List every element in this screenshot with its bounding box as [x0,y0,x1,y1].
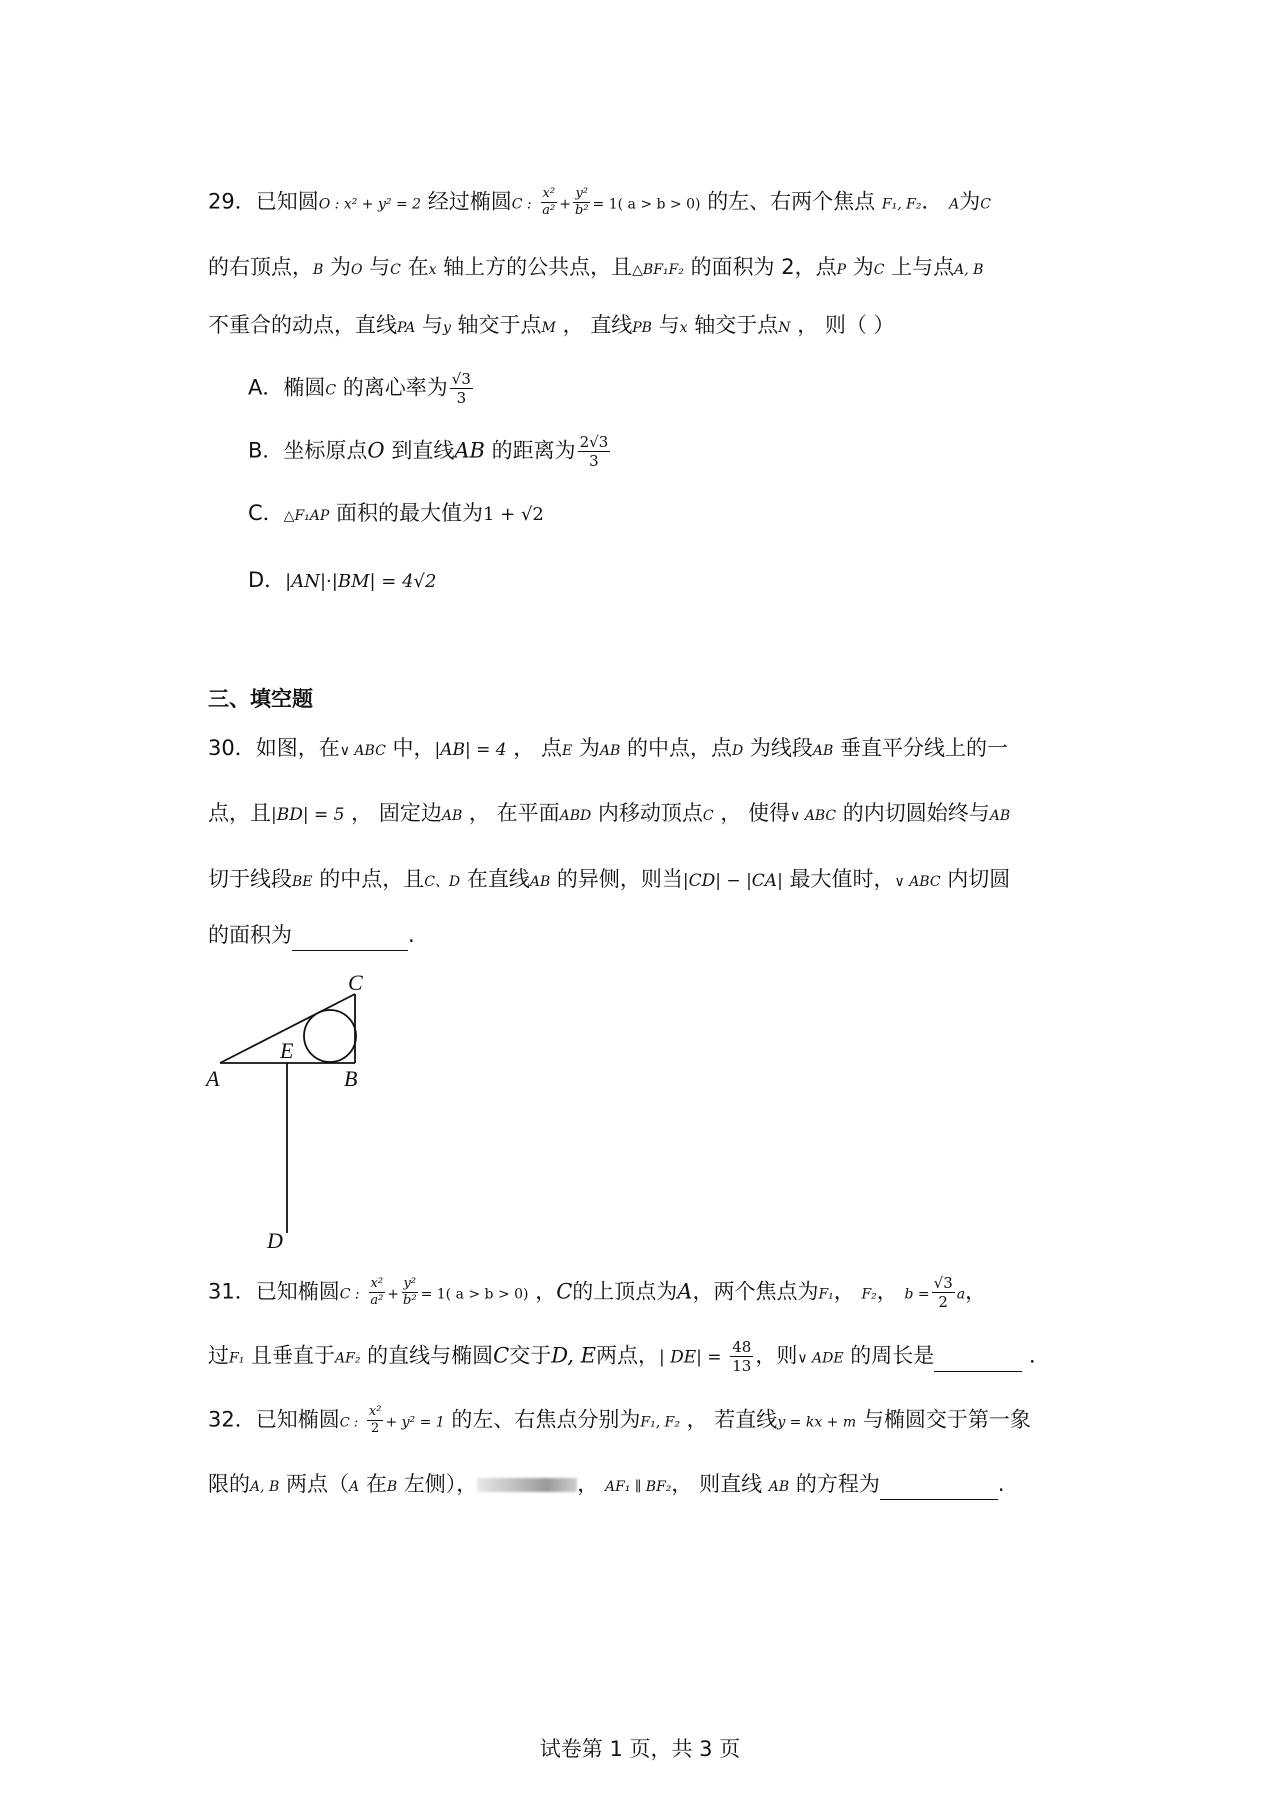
q31-text: 过 [208,1343,229,1368]
math-value: 1 + √2 [482,504,544,525]
math-DE: D, E [551,1343,596,1368]
math-P: P [836,262,847,278]
math-N: N [778,320,791,336]
q29-text: 轴上方的公共点，且 [443,255,633,279]
math-x: x [428,262,437,278]
q32-text: 两点（ [286,1472,349,1496]
math-ellipse-rhs: = 1( a > b > 0) [420,1286,529,1303]
math-triangle: △F₁AP [283,508,330,524]
math-x: x [679,320,688,336]
frac-distance: $\frac{2√3}{3}$ [579,433,609,470]
q29-line-3 [208,310,895,343]
math-AB: AB [529,874,551,890]
q32-text: 限的 [208,1472,250,1496]
q30-text: ， 固定边 [351,801,442,825]
label-D: D [267,1228,283,1253]
math-AB: A, B [250,1479,280,1495]
math-C: C [556,1279,573,1304]
math-AB: AB [441,808,463,824]
q30-text: 点，且 [208,801,271,825]
math-y: y [442,320,451,336]
q31-text: 31．已知椭圆 [208,1279,340,1304]
math-ellipse-rhs: + y² = 1 [385,1414,445,1431]
option-label: A．椭圆 [248,375,326,400]
q29-text: 的右顶点， [208,255,313,279]
math-CD: C、D [424,874,461,890]
q29-text: 为 [329,255,351,279]
math-circle-eq: O : x² + y² = 2 [318,196,422,213]
math-A: A [349,1479,360,1495]
math-triangle: ∨ ABC [339,743,386,759]
math-PB: PB [632,320,652,336]
q29-line-1: 29．已知圆O : x² + y² = 2 经过椭圆C : $\frac{\text{x²}}{\text{a²}}$ + $\frac{\text{y²}}{\text{b²}}$ = 1( a > b > 0) 的左、右两个焦点 F₁, F₂． A为C [208,186,991,218]
math-D: D [731,743,744,759]
label-E: E [280,1038,294,1063]
q30-line-3 [208,864,1010,897]
math-AB: AB [812,743,834,759]
math-AB: AB [768,1479,790,1495]
math-C: C [390,262,401,278]
option-label: B．坐标原点 [248,438,368,463]
q29-text: ， 直线 [562,313,633,337]
math-b-eq: b = [904,1286,930,1303]
q29-text: 的面积为 2，点 [690,255,837,279]
math-AB: AB [989,808,1011,824]
q32-line-1 [208,1404,1031,1439]
q30-text: 中， [392,736,435,760]
q31-line-2 [208,1338,1050,1375]
section-heading: 三、填空题 [208,687,313,711]
q30-text: ， 点 [513,736,562,760]
frac-x: $\frac{\text{x²}}{2}$ [368,1404,382,1436]
q29-text: 与 [658,313,680,337]
math-C: C [980,196,991,213]
frac-y: $\frac{\text{y²}}{\text{b²}}$ [403,1276,417,1308]
frac-y: $\frac{\text{y²}}{\text{b²}}$ [575,186,589,218]
q30-line-1 [208,733,1008,766]
math-AB-eq: |AB| = 4 [434,740,507,760]
answer-blank[interactable] [292,920,408,951]
math-expression: |CD| − |CA| [682,871,783,891]
q29-text: 的左、右两个焦点 [707,189,876,214]
q31-text: 且垂直于 [251,1343,336,1368]
math-AB: AB [599,743,621,759]
q29-option-b[interactable] [248,433,612,470]
q29-text: 上与点 [891,255,955,279]
q32-text: . [997,1472,1005,1496]
option-label: D． [248,568,286,592]
label-C: C [348,970,363,995]
q30-text: ， 使得 [720,801,791,825]
q31-text: ，则 [755,1343,798,1368]
q32-text: ， 若直线 [686,1407,778,1432]
q29-text: 与 [369,255,391,279]
q29-text: 经过椭圆 [427,189,512,214]
math-C: C [325,382,337,399]
math-foci: F₁, F₂ [640,1414,680,1431]
q29-line-2 [208,252,983,285]
math-AB: AB [454,438,485,463]
option-label: C． [248,501,284,525]
q31-text: ． [1028,1343,1050,1368]
q31-text: 交于 [509,1343,552,1368]
q29-text: 与 [421,313,443,337]
q30-text: 内移动顶点 [597,801,703,825]
q30-text: 的面积为 [208,923,292,947]
q31-text: ， [535,1279,557,1304]
q31-text: ， [876,1279,898,1304]
q29-text: 不重合的动点，直线 [208,313,397,337]
math-BE: BE [292,874,313,890]
q29-text: 为 [959,189,981,214]
q30-line-4 [208,920,415,951]
q30-text: 在直线 [466,867,530,891]
math-F1: F₁ [229,1350,245,1367]
triangle-figure [200,958,390,1254]
q30-text: 30．如图，在 [208,736,340,760]
q29-text: 轴交于点 [457,313,542,337]
math-F1: F₁ [818,1286,834,1303]
q30-text: ， 在平面 [468,801,560,825]
option-text: 到直线 [391,438,455,463]
math-O: O [367,438,385,463]
q30-text: 的中点，点 [626,736,732,760]
frac-x: $\frac{\text{x²}}{\text{a²}}$ [370,1276,384,1308]
q32-text: 与椭圆交于第一象 [862,1407,1031,1432]
math-E: E [561,743,573,759]
q31-text: 的直线与椭圆 [367,1343,494,1368]
math-foci: F₁, F₂ [881,196,922,213]
q30-text: 内切圆 [947,867,1011,891]
q30-text: 切于线段 [208,867,292,891]
answer-blank[interactable] [934,1341,1022,1372]
q30-text: 的异侧，则当 [556,867,683,891]
math-M: M [541,320,556,336]
q29-text: ， 则（ ） [797,313,895,337]
math-ABD: ABD [559,808,592,824]
q31-text: ，两个焦点为 [692,1279,819,1304]
q32-text: 在 [365,1472,387,1496]
frac-eccentricity: $\frac{√3}{3}$ [451,370,471,407]
q29-text: 为 [852,255,874,279]
q31-line-1: 31．已知椭圆C : $\frac{\text{x²}}{\text{a²}}$ + $\frac{\text{y²}}{\text{b²}}$ = 1( a > b > 0) ，C的上顶点为A，两个焦点为F₁， F₂， b = $\frac{√3}{2}$ a， [208,1274,987,1311]
q32-text: ， 则直线 [671,1472,763,1496]
math-A: A [949,196,960,213]
math-triangle: △BF₁F₂ [632,262,684,278]
math-AB: A, B [954,262,984,278]
math-ellipse-lhs: C : [339,1286,360,1303]
q31-text: 的周长是 [850,1343,935,1368]
math-line-eq: y = kx + m [777,1414,857,1431]
q32-text: 左侧）， [403,1472,478,1496]
answer-blank[interactable] [880,1469,998,1500]
q30-text: 为线段 [749,736,813,760]
math-triangle: ∨ ABC [894,874,941,890]
page-footer: 试卷第 1 页，共 3 页 [539,1737,741,1761]
q30-text: 的中点，且 [319,867,425,891]
q30-text: 的内切圆始终与 [842,801,990,825]
math-a: a [956,1286,966,1303]
frac-DE: $\frac{48}{13}$ [732,1338,752,1375]
q29-option-d[interactable] [248,565,436,597]
q31-text: ， [965,1279,987,1304]
math-AF2: AF₂ [335,1350,361,1367]
q31-text: ， [833,1279,855,1304]
math-F2: F₂ [861,1286,877,1303]
q29-option-c[interactable] [248,498,544,531]
math-ellipse-lhs: C : [339,1415,359,1431]
math-B: B [386,1479,398,1495]
incircle [304,1010,356,1062]
math-A: A [677,1279,693,1304]
q29-text: 在 [407,255,429,279]
q32-text: 32．已知椭圆 [208,1407,340,1432]
option-text: 的距离为 [491,438,576,463]
q30-text: 为 [578,736,600,760]
q32-text: 的方程为 [795,1472,880,1496]
math-PA: PA [397,320,416,336]
q29-text: 29．已知圆 [208,189,319,214]
math-DE-abs: | DE| = [659,1347,722,1368]
math-C: C [702,808,714,824]
frac-b: $\frac{√3}{2}$ [933,1274,953,1311]
math-ellipse-rhs: = 1( a > b > 0) [592,196,701,213]
q32-line-2 [208,1469,1005,1502]
math-expression: |AN|·|BM| = 4√2 [285,571,437,592]
math-B: B [313,262,324,278]
math-O: O [350,262,363,278]
math-C: C [493,1343,510,1368]
q31-text: 两点， [596,1343,659,1368]
math-triangle: ∨ ABC [790,808,837,824]
label-A: A [206,1066,220,1091]
q32-text: ， [577,1472,599,1496]
q29-text: 轴交于点 [694,313,779,337]
q30-text: 垂直平分线上的一 [840,736,1008,760]
math-triangle: ∨ ADE [797,1350,844,1367]
q32-text: 的左、右焦点分别为 [451,1407,641,1432]
q29-text: ． [921,189,943,214]
q30-text: . [408,923,415,947]
q29-option-a[interactable] [248,370,475,407]
option-text: 的离心率为 [342,375,448,400]
math-ellipse-lhs: C : [511,196,532,213]
q30-text: 最大值时， [789,867,895,891]
math-parallel: AF₁ ∥ BF₂ [604,1479,672,1495]
q31-text: 的上顶点为 [572,1279,678,1304]
math-C: C [873,262,885,278]
label-B: B [344,1066,358,1091]
q30-line-2 [208,798,1010,831]
option-text: 面积的最大值为 [335,501,483,525]
frac-x: $\frac{\text{x²}}{\text{a²}}$ [542,186,556,218]
math-BD-eq: |BD| = 5 [271,805,345,825]
redacted-region [477,1478,577,1492]
